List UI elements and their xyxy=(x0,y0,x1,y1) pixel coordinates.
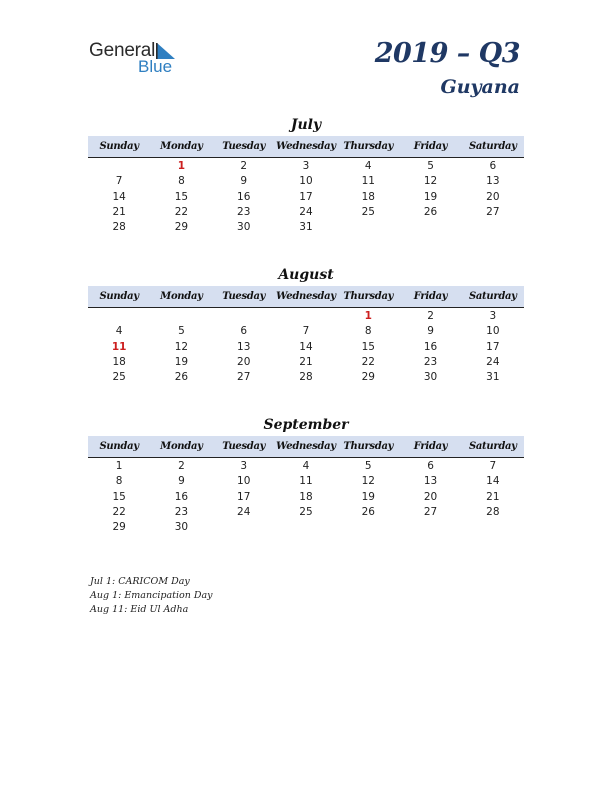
day-cell: 21 xyxy=(486,490,500,503)
month-calendar-july xyxy=(88,116,524,235)
day-cell: 5 xyxy=(364,460,372,472)
day-cell: 30 xyxy=(237,221,251,234)
day-cell: 22 xyxy=(174,205,189,218)
logo-text-blue: Blue xyxy=(138,57,173,76)
day-cell: 13 xyxy=(423,475,438,488)
day-cell: 20 xyxy=(237,355,251,368)
week-row xyxy=(88,474,524,489)
weekday-label: Friday xyxy=(413,141,448,152)
day-cell: 12 xyxy=(174,340,189,353)
day-cell xyxy=(337,520,399,535)
day-cell: 4 xyxy=(364,160,372,172)
day-cell: 1 xyxy=(115,460,123,472)
month-calendar-september xyxy=(88,416,524,535)
day-cell: 16 xyxy=(174,490,189,503)
holiday-note: Aug 11: Eid Ul Adha xyxy=(90,604,189,615)
week-row xyxy=(88,174,524,189)
day-cell xyxy=(337,220,399,235)
week-row xyxy=(88,309,524,324)
day-cell xyxy=(399,220,461,235)
day-cell: 10 xyxy=(299,175,313,188)
day-cell: 24 xyxy=(486,355,500,368)
day-cell: 19 xyxy=(361,490,375,503)
day-cell: 18 xyxy=(361,190,375,203)
week-row xyxy=(88,205,524,220)
weekday-label: Saturday xyxy=(468,441,517,452)
day-cell: 30 xyxy=(423,371,438,384)
day-cell: 5 xyxy=(178,325,185,338)
day-cell: 7 xyxy=(302,325,310,338)
day-cell xyxy=(88,309,150,324)
logo-text-general: General xyxy=(89,40,156,61)
week-row xyxy=(88,459,524,474)
day-cell: 28 xyxy=(112,221,126,234)
day-cell: 28 xyxy=(299,371,313,384)
day-cell: 31 xyxy=(299,221,313,234)
week-row xyxy=(88,190,524,205)
day-cell: 2 xyxy=(240,160,248,172)
day-cell: 27 xyxy=(486,205,500,218)
day-cell: 17 xyxy=(486,340,500,353)
day-cell: 2 xyxy=(427,310,434,322)
day-cell: 6 xyxy=(240,325,248,338)
weekday-header-row xyxy=(88,436,524,458)
day-cell: 23 xyxy=(423,355,438,368)
page-title: 2019 – Q3 xyxy=(374,38,520,69)
day-cell xyxy=(213,309,275,324)
weekday-label: Friday xyxy=(413,441,448,452)
day-cell: 20 xyxy=(486,190,500,203)
day-cell: 19 xyxy=(423,190,438,203)
weekday-header-row xyxy=(88,136,524,158)
day-cell: 25 xyxy=(361,205,375,218)
weekday-label: Monday xyxy=(160,291,203,302)
week-row xyxy=(88,355,524,370)
day-cell: 4 xyxy=(115,325,123,338)
week-row xyxy=(88,505,524,520)
day-cell: 8 xyxy=(115,475,123,488)
day-cell: 6 xyxy=(427,460,434,472)
day-cell: 6 xyxy=(489,160,497,172)
day-cell xyxy=(462,520,524,535)
weekday-label: Friday xyxy=(413,291,448,302)
day-cell: 8 xyxy=(364,325,372,338)
day-cell: 11 xyxy=(361,175,375,188)
weekday-label: Thursday xyxy=(343,141,394,152)
day-cell: 20 xyxy=(423,490,438,503)
day-cell: 9 xyxy=(178,475,185,488)
day-cell: 29 xyxy=(361,371,375,384)
day-cell xyxy=(150,309,212,324)
day-cell xyxy=(88,159,150,174)
day-cell: 12 xyxy=(361,475,375,488)
month-name: August xyxy=(278,267,334,283)
weekday-label: Wednesday xyxy=(276,441,336,452)
day-cell: 12 xyxy=(423,175,438,188)
week-row xyxy=(88,324,524,339)
day-cell: 18 xyxy=(299,490,313,503)
day-cell: 24 xyxy=(299,205,313,218)
day-cell: 14 xyxy=(299,340,313,353)
day-cell xyxy=(399,520,461,535)
month-name: September xyxy=(263,417,349,433)
day-cell: 21 xyxy=(299,355,313,368)
day-cell: 17 xyxy=(237,490,251,503)
day-cell: 25 xyxy=(112,371,126,384)
day-cell: 28 xyxy=(486,505,500,518)
day-cell: 27 xyxy=(423,505,438,518)
holiday-note: Aug 1: Emancipation Day xyxy=(90,590,213,601)
day-cell: 3 xyxy=(302,160,310,172)
day-cell: 26 xyxy=(174,371,189,384)
day-cell: 23 xyxy=(237,205,251,218)
day-cell: 3 xyxy=(489,310,497,322)
weekday-label: Sunday xyxy=(99,441,139,452)
weekday-label: Saturday xyxy=(468,291,517,302)
day-cell: 15 xyxy=(112,490,126,503)
day-cell xyxy=(462,220,524,235)
day-cell: 24 xyxy=(237,505,251,518)
week-row xyxy=(88,220,524,235)
day-cell: 26 xyxy=(423,205,438,218)
weekday-label: Tuesday xyxy=(222,291,266,302)
week-row xyxy=(88,159,524,174)
day-cell: 10 xyxy=(486,325,500,338)
day-cell: 4 xyxy=(302,460,310,472)
weekday-label: Tuesday xyxy=(222,441,266,452)
week-row xyxy=(88,340,524,355)
day-cell: 16 xyxy=(237,190,251,203)
day-cell xyxy=(213,520,275,535)
day-cell: 16 xyxy=(423,340,438,353)
day-cell: 1 xyxy=(364,310,372,322)
weekday-label: Wednesday xyxy=(276,291,336,302)
day-cell: 7 xyxy=(115,175,123,188)
day-cell: 30 xyxy=(174,521,189,534)
day-cell: 29 xyxy=(112,521,126,534)
month-calendar-august xyxy=(88,266,524,385)
weekday-label: Monday xyxy=(160,141,203,152)
day-cell: 13 xyxy=(486,175,500,188)
day-cell: 14 xyxy=(112,190,126,203)
day-cell: 2 xyxy=(178,460,185,472)
day-cell: 8 xyxy=(178,175,185,188)
day-cell: 11 xyxy=(111,340,127,353)
day-cell: 3 xyxy=(240,460,248,472)
day-cell: 22 xyxy=(112,505,126,518)
weekday-label: Saturday xyxy=(468,141,517,152)
day-cell: 13 xyxy=(237,340,251,353)
day-cell: 31 xyxy=(486,371,500,384)
day-cell xyxy=(275,309,337,324)
generalblue-logo xyxy=(89,40,199,80)
day-cell: 19 xyxy=(174,355,189,368)
week-row xyxy=(88,370,524,385)
day-cell: 9 xyxy=(240,175,248,188)
day-cell: 9 xyxy=(427,325,434,338)
day-cell: 15 xyxy=(361,340,375,353)
weekday-label: Sunday xyxy=(99,291,139,302)
weekday-label: Monday xyxy=(160,441,203,452)
day-cell xyxy=(275,520,337,535)
day-cell: 1 xyxy=(177,160,186,172)
day-cell: 17 xyxy=(299,190,313,203)
day-cell: 25 xyxy=(299,505,313,518)
week-row xyxy=(88,490,524,505)
weekday-label: Sunday xyxy=(99,141,139,152)
day-cell: 18 xyxy=(112,355,126,368)
week-row xyxy=(88,520,524,535)
day-cell: 23 xyxy=(174,505,189,518)
weekday-header-row xyxy=(88,286,524,308)
day-cell: 29 xyxy=(174,221,189,234)
holiday-notes xyxy=(90,575,213,617)
holiday-note: Jul 1: CARICOM Day xyxy=(90,576,190,587)
day-cell: 5 xyxy=(427,160,434,172)
weekday-label: Thursday xyxy=(343,291,394,302)
weekday-label: Tuesday xyxy=(222,141,266,152)
weekday-label: Wednesday xyxy=(276,141,336,152)
month-name: July xyxy=(290,117,322,133)
day-cell: 26 xyxy=(361,505,375,518)
day-cell: 11 xyxy=(299,475,313,488)
day-cell: 15 xyxy=(174,190,189,203)
day-cell: 14 xyxy=(486,475,500,488)
country-name: Guyana xyxy=(440,76,520,98)
day-cell: 21 xyxy=(112,205,126,218)
day-cell: 27 xyxy=(237,371,251,384)
day-cell: 7 xyxy=(489,460,497,472)
weekday-label: Thursday xyxy=(343,441,394,452)
day-cell: 22 xyxy=(361,355,375,368)
day-cell: 10 xyxy=(237,475,251,488)
